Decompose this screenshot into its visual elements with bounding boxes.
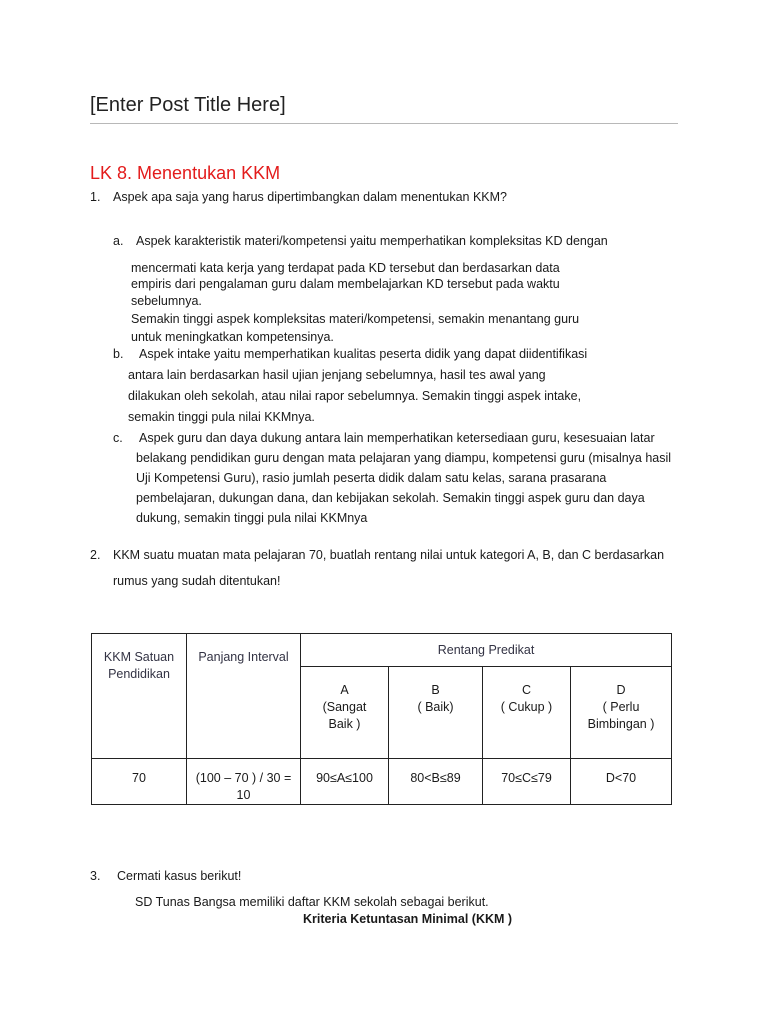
header-interval — [187, 634, 301, 759]
q1-number: 1. — [90, 190, 101, 204]
cell-interval-value — [187, 759, 301, 805]
q2-number: 2. — [90, 548, 101, 562]
predicate-letter: D — [616, 683, 626, 697]
interval-formula: (100 – 70 ) / 30 = — [195, 771, 292, 785]
q1c-line: Aspek guru dan daya dukung antara lain memperhatikan ketersediaan guru, kesesuaian latar — [139, 431, 655, 445]
header-interval-label: Panjang Interval — [198, 650, 289, 664]
predicate-a — [301, 667, 389, 759]
q1c-marker: c. — [113, 431, 123, 445]
q3-number: 3. — [90, 869, 101, 883]
cell-range-d — [571, 759, 672, 805]
predicate-desc: Baik ) — [328, 717, 361, 731]
predicate-desc: ( Baik) — [417, 700, 454, 714]
predicate-desc: (Sangat — [322, 700, 367, 714]
q1a-line: Aspek karakteristik materi/kompetensi yaitu memperhatikan kompleksitas KD dengan — [136, 234, 608, 248]
q1b-marker: b. — [113, 347, 124, 361]
cell-range-b — [389, 759, 483, 805]
q1c-line: pembelajaran, dukungan dana, dan kebijakan sekolah. Semakin tinggi aspek guru dan daya — [136, 491, 645, 505]
cell-range-c — [483, 759, 571, 805]
q2-line: rumus yang sudah ditentukan! — [113, 574, 281, 588]
predicate-letter: A — [340, 683, 349, 697]
q1b-line: antara lain berdasarkan hasil ujian jenjang sebelumnya, hasil tes awal yang — [128, 368, 546, 382]
header-kkm-line: KKM Satuan — [103, 650, 175, 664]
post-title: [Enter Post Title Here] — [90, 94, 286, 116]
predicate-b — [389, 667, 483, 759]
title-divider — [90, 123, 678, 124]
q3-subtext: SD Tunas Bangsa memiliki daftar KKM sekolah sebagai berikut. — [135, 895, 489, 909]
kkm-value: 70 — [132, 771, 146, 785]
q1a-line: empiris dari pengalaman guru dalam membelajarkan KD tersebut pada waktu — [131, 277, 560, 291]
kkm-range-table — [91, 633, 672, 805]
q1c-line: belakang pendidikan guru dengan mata pelajaran yang diampu, kompetensi guru (misalnya hasil — [136, 451, 672, 465]
range-a: 90≤A≤100 — [316, 771, 373, 785]
predicate-letter: C — [521, 683, 532, 697]
q1a-line: Semakin tinggi aspek kompleksitas materi/kompetensi, semakin menantang guru — [131, 312, 580, 326]
q1a-line: mencermati kata kerja yang terdapat pada KD tersebut dan berdasarkan data — [131, 261, 560, 275]
header-rentang — [301, 634, 672, 667]
q1-text: Aspek apa saja yang harus dipertimbangkan dalam menentukan KKM? — [113, 190, 507, 204]
header-rentang-label: Rentang Predikat — [437, 642, 535, 657]
q1a-marker: a. — [113, 234, 124, 248]
q1c-line: Uji Kompetensi Guru), rasio jumlah peserta didik dalam satu kelas, sarana prasarana — [136, 471, 607, 485]
predicate-c — [483, 667, 571, 759]
worksheet-title: LK 8. Menentukan KKM — [90, 163, 281, 183]
kkm-table-title: Kriteria Ketuntasan Minimal (KKM ) — [303, 912, 513, 926]
q1b-line: Aspek intake yaitu memperhatikan kualitas peserta didik yang dapat diidentifikasi — [139, 347, 588, 361]
q1a-line: sebelumnya. — [131, 294, 202, 308]
predicate-desc: ( Perlu — [602, 700, 640, 714]
q1a-line: untuk meningkatkan kompetensinya. — [131, 330, 334, 344]
q1b-line: semakin tinggi pula nilai KKMnya. — [128, 410, 315, 424]
interval-result: 10 — [236, 788, 251, 802]
range-b: 80<B≤89 — [410, 771, 461, 785]
predicate-desc: ( Cukup ) — [500, 700, 553, 714]
range-c: 70≤C≤79 — [501, 771, 552, 785]
q1b-line: dilakukan oleh sekolah, atau nilai rapor sebelumnya. Semakin tinggi aspek intake, — [128, 389, 582, 403]
header-kkm — [92, 634, 187, 759]
q2-line: KKM suatu muatan mata pelajaran 70, buatlah rentang nilai untuk kategori A, B, dan C berdasarkan — [113, 548, 665, 562]
predicate-letter: B — [431, 683, 440, 697]
range-d: D<70 — [605, 771, 637, 785]
cell-range-a — [301, 759, 389, 805]
header-kkm-line: Pendidikan — [108, 667, 170, 681]
predicate-d — [571, 667, 672, 759]
q3-text: Cermati kasus berikut! — [117, 869, 242, 883]
q1c-line: dukung, semakin tinggi pula nilai KKMnya — [136, 511, 368, 525]
cell-kkm-value — [92, 759, 187, 805]
predicate-desc: Bimbingan ) — [587, 717, 655, 731]
